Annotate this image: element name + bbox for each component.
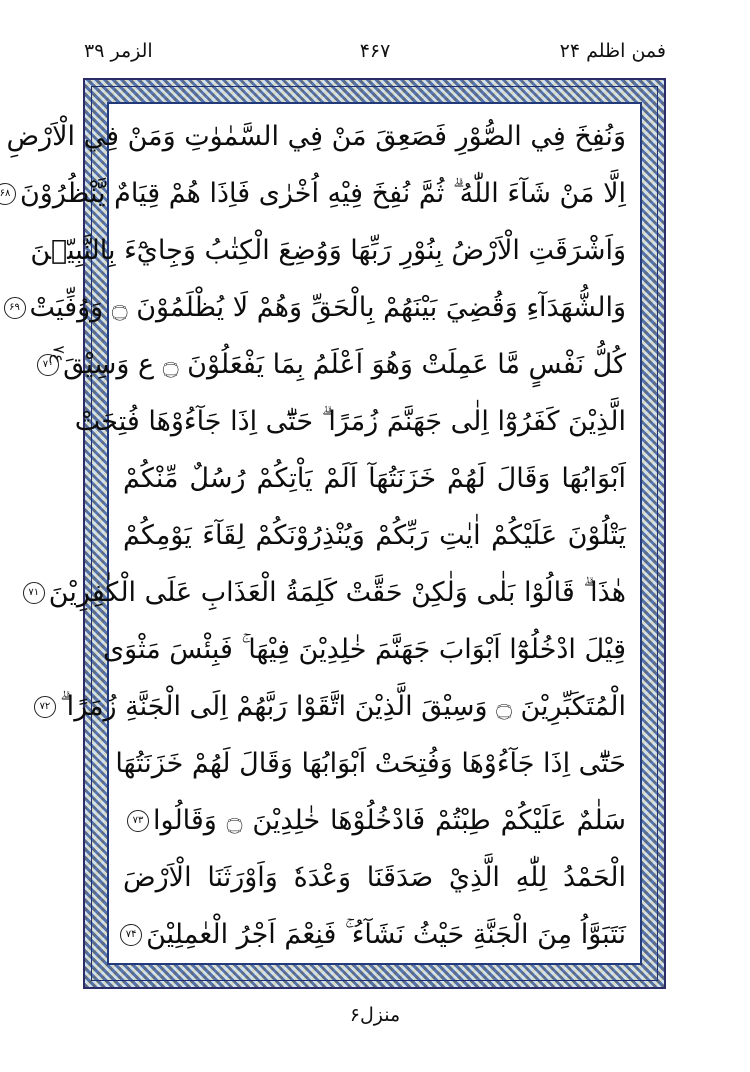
- ruku-marker: ع۷: [49, 345, 69, 364]
- ayah-end-marker: ۷۳: [127, 810, 149, 832]
- verse-text: وَنُفِخَ فِي الصُّوْرِ فَصَعِقَ مَنْ فِي السَّمٰوٰتِ وَمَنْ فِي الْاَرْضِ: [6, 121, 626, 152]
- verse-line: [28, 564, 626, 621]
- surah-label: الزمر ۳۹: [84, 40, 153, 62]
- verse-text: الْحَمْدُ لِلّٰهِ الَّذِيْ صَدَقَنَا وَعْدَهٗ وَاَوْرَثَنَا الْاَرْضَ: [123, 862, 626, 893]
- ayah-end-marker: ۶۸: [0, 183, 16, 205]
- verse-line: [123, 849, 626, 906]
- verse-line: [9, 279, 626, 336]
- verse-text: وَاَشْرَقَتِ الْاَرْضُ بِنُوْرِ رَبِّهَا وَوُضِعَ الْكِتٰبُ وَجِايْٓءَ بِالنَّبِيّٖنَ: [30, 235, 626, 266]
- verse-text: الَّذِيْنَ كَفَرُوْٓا اِلٰى جَهَنَّمَ زُمَرًا ۗ حَتّٰٓى اِذَا جَآءُوْهَا فُتِحَتْ: [74, 406, 626, 437]
- verse-line: [115, 735, 626, 792]
- ayah-end-marker: ۷۰: [37, 354, 59, 376]
- verse-line: [103, 621, 626, 678]
- verse-line: [39, 678, 626, 735]
- ayah-end-marker: ۷۲: [34, 696, 56, 718]
- verse-line: [30, 222, 626, 279]
- page-number: ۴۶۷: [359, 40, 391, 62]
- verse-text: يَتْلُوْنَ عَلَيْكُمْ اٰيٰتِ رَبِّكُمْ وَيُنْذِرُوْنَكُمْ لِقَآءَ يَوْمِكُمْ: [123, 520, 626, 551]
- verse-line: [123, 792, 626, 849]
- ayah-end-marker: ۷۱: [23, 582, 45, 604]
- verse-line: [0, 165, 626, 222]
- verse-line: [123, 906, 626, 963]
- ayah-end-marker: ۷۴: [120, 924, 142, 946]
- verse-text: سَلٰمٌ عَلَيْكُمْ طِبْتُمْ فَادْخُلُوْهَا خٰلِدِيْنَ ۝ وَقَالُوا: [153, 805, 626, 836]
- verse-line: [74, 393, 626, 450]
- verse-text: كُلُّ نَفْسٍ مَّا عَمِلَتْ وَهُوَ اَعْلَمُ بِمَا يَفْعَلُوْنَ ۝ ع وَسِيْقَ: [63, 349, 626, 380]
- verse-text: اَبْوَابُهَا وَقَالَ لَهُمْ خَزَنَتُهَآ اَلَمْ يَاْتِكُمْ رُسُلٌ مِّنْكُمْ: [123, 463, 626, 494]
- verse-line: [6, 108, 626, 165]
- verse-text: نَتَبَوَّاُ مِنَ الْجَنَّةِ حَيْثُ نَشَآءُ ۚ فَنِعْمَ اَجْرُ الْعٰمِلِيْنَ: [146, 919, 626, 950]
- juz-label: فمن اظلم ۲۴: [559, 40, 666, 62]
- verse-text: الْمُتَكَبِّرِيْنَ ۝ وَسِيْقَ الَّذِيْنَ اتَّقَوْا رَبَّهُمْ اِلَى الْجَنَّةِ زُمَرًا ۗ: [59, 691, 626, 722]
- verse-text: هٰذَا ۗ قَالُوْا بَلٰى وَلٰكِنْ حَقَّتْ كَلِمَةُ الْعَذَابِ عَلَى الْكٰفِرِيْنَ: [48, 577, 626, 608]
- verse-line: [123, 507, 626, 564]
- verse-text: حَتّٰٓى اِذَا جَآءُوْهَا وَفُتِحَتْ اَبْوَابُهَا وَقَالَ لَهُمْ خَزَنَتُهَا: [115, 748, 626, 779]
- verse-text: وَالشُّهَدَآءِ وَقُضِيَ بَيْنَهُمْ بِالْحَقِّ وَهُمْ لَا يُظْلَمُوْنَ ۝ وَوُفِّيَتْ: [29, 292, 626, 323]
- verse-text: قِيْلَ ادْخُلُوْٓا اَبْوَابَ جَهَنَّمَ خٰلِدِيْنَ فِيْهَا ۚ فَبِئْسَ مَثْوَى: [103, 634, 626, 665]
- verse-text: اِلَّا مَنْ شَآءَ اللّٰهُ ۗ ثُمَّ نُفِخَ فِيْهِ اُخْرٰى فَاِذَا هُمْ قِيَامٌ يَّنْظُرُوْنَ: [19, 178, 626, 209]
- manzil-label: منزل۶: [349, 1004, 401, 1026]
- verse-line: [123, 450, 626, 507]
- ayah-end-marker: ۶۹: [4, 297, 26, 319]
